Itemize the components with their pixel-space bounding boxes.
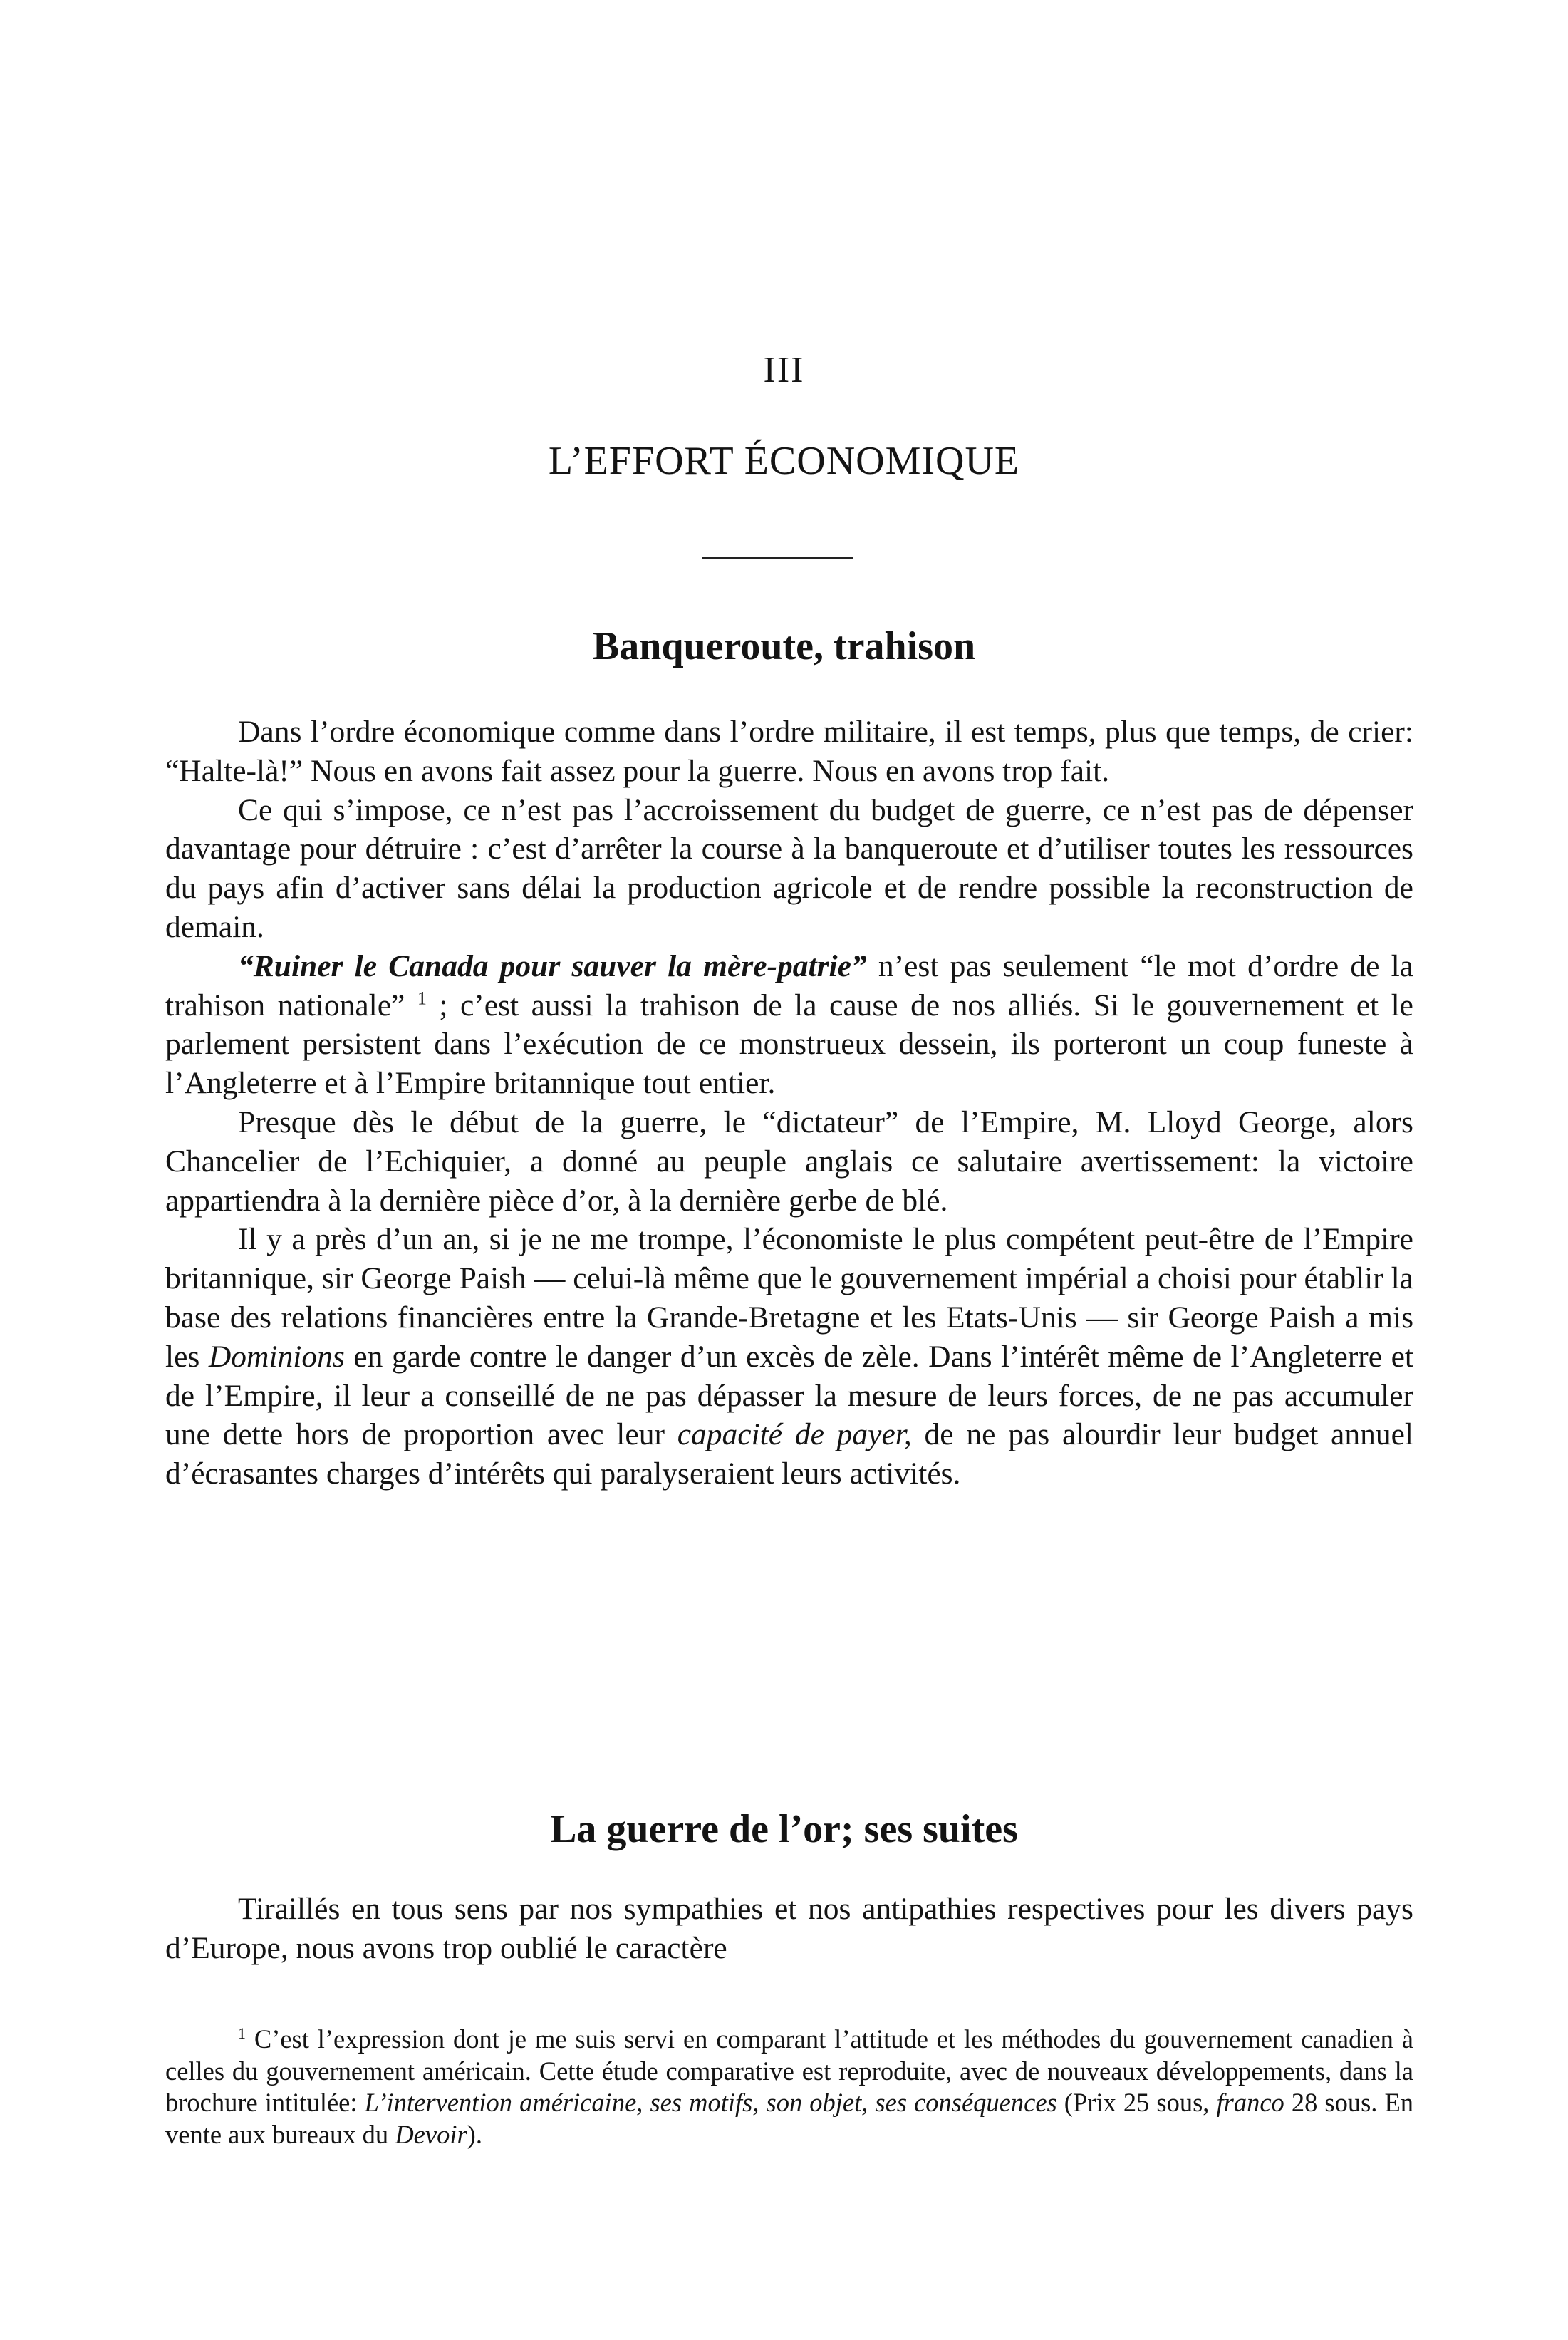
emphasis-dominions: Dominions <box>208 1339 345 1374</box>
footnote-text: (Prix 25 sous, <box>1056 2088 1217 2117</box>
paragraph: Dans l’ordre économique comme dans l’ordre militaire, il est temps, plus que temps, de crier: “Halte-là!” Nous en avons fait assez pour la guerre. Nous en avons trop fait. <box>165 715 1413 788</box>
footnote-text: C’est l’expression dont je me suis servi en comparant l’attitude et les méthodes du gouvernement canadien à celles du gouvernement américain. Cette étude comparative est reproduite, avec de nouveaux développements, dans la brochure intitulée: <box>165 2024 1413 2117</box>
footnote-text: 28 sous. En vente aux bureaux du <box>165 2088 1413 2149</box>
section-body-banqueroute <box>165 713 1413 1493</box>
section-heading-guerre-or: La guerre de l’or; ses suites <box>550 1807 1018 1851</box>
brochure-title: L’intervention américaine, ses motifs, son objet, ses conséquences <box>364 2088 1057 2117</box>
quote-slogan: “Ruiner le Canada pour sauver la mère-patrie” <box>238 948 867 983</box>
chapter-title: L’EFFORT ÉCONOMIQUE <box>548 439 1020 483</box>
paragraph-text: Il y a près d’un an, si je ne me trompe, l’économiste le plus compétent peut-être de l’Empire britannique, sir George Paish — celui-là même que le gouvernement impérial a choisi pour établir la base des relations financières entre la Grande-Bretagne et les Etats-Unis — sir George Paish a mis les <box>165 1222 1413 1374</box>
footnote-franco: franco <box>1216 2088 1284 2117</box>
section-body-guerre-or <box>165 1890 1413 1968</box>
paragraph <box>165 947 1413 1103</box>
newspaper-name: Devoir <box>395 2119 467 2149</box>
paragraph-text: en garde contre le danger d’un excès de zèle. Dans l’intérêt même de l’Angleterre et de l’Empire, il leur a conseillé de ne pas dépasser la mesure de leurs forces, de ne pas accumuler une dette hors de proportion avec leur <box>165 1339 1413 1452</box>
section-heading-banqueroute: Banqueroute, trahison <box>592 624 976 668</box>
chapter-number: III <box>763 350 805 390</box>
paragraph-text: n’est pas seulement “le mot d’ordre de la trahison nationale” <box>165 948 1413 1023</box>
footnote-text: ). <box>467 2119 482 2149</box>
footnotes <box>165 2024 1413 2150</box>
footnote-reference: 1 <box>417 988 427 1009</box>
paragraph: Tiraillés en tous sens par nos sympathies et nos antipathies respectives pour les divers pays d’Europe, nous avons trop oublié le caractère <box>165 1892 1413 1965</box>
paragraph: Ce qui s’impose, ce n’est pas l’accroissement du budget de guerre, ce n’est pas de dépenser davantage pour détruire : c’est d’arrêter la course à la banqueroute et d’utiliser toutes les ressources du pays afin d’activer sans délai la production agricole et de rendre possible la reconstruction de demain. <box>165 792 1413 944</box>
title-divider <box>702 557 853 559</box>
footnote-marker: 1 <box>238 2024 246 2042</box>
emphasis-capacite: capacité de payer, <box>677 1417 912 1452</box>
paragraph-text: ; c’est aussi la trahison de la cause de nos alliés. Si le gouvernement et le parlement persistent dans l’exécution de ce monstrueux dessein, ils porteront un coup funeste à l’Angleterre et à l’Empire britannique tout entier. <box>165 988 1413 1101</box>
paragraph: Presque dès le début de la guerre, le “dictateur” de l’Empire, M. Lloyd George, alors Chancelier de l’Echiquier, a donné au peuple anglais ce salutaire avertissement: la victoire appartiendra à la dernière pièce d’or, à la dernière gerbe de blé. <box>165 1104 1413 1218</box>
paragraph <box>165 1220 1413 1493</box>
footnote <box>165 2024 1413 2150</box>
paragraph-text: de ne pas alourdir leur budget annuel d’écrasantes charges d’intérêts qui paralyseraient leurs activités. <box>165 1417 1414 1491</box>
